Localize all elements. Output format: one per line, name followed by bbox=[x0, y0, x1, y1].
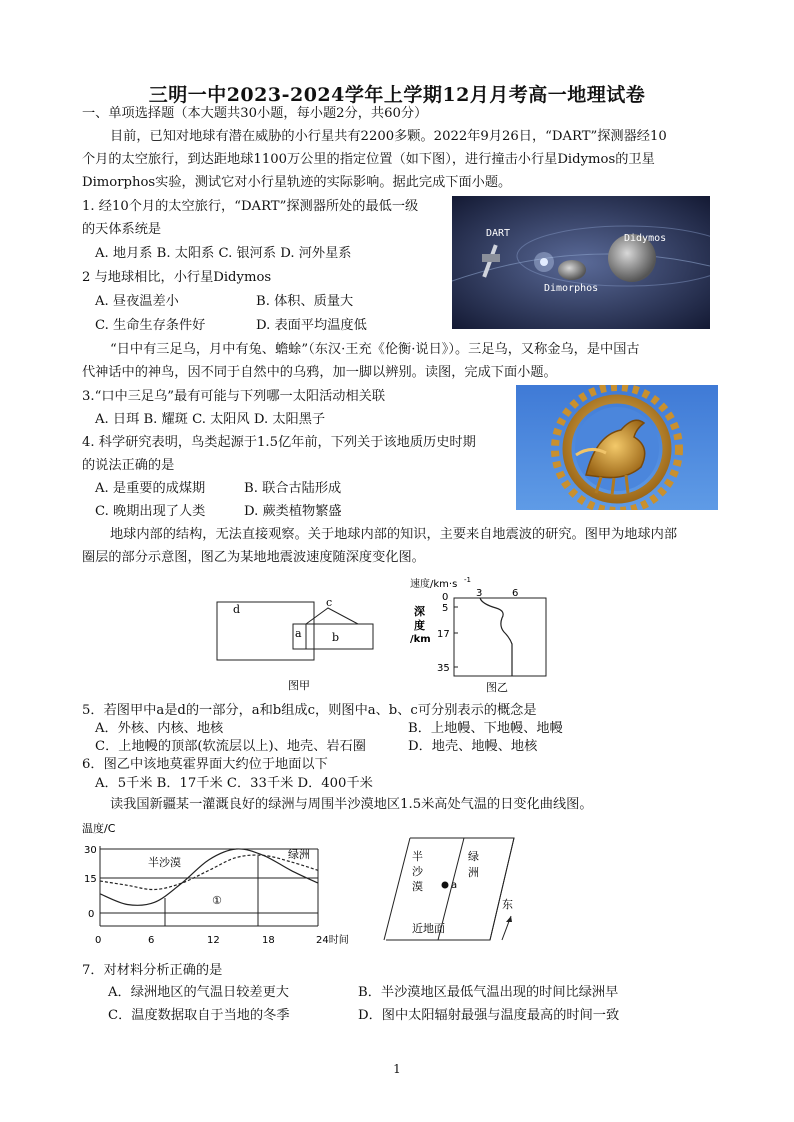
chart-mark-1: ① bbox=[212, 894, 222, 907]
fig-yi-y35: 35 bbox=[437, 663, 450, 674]
chart-ylabel: 温度/C bbox=[82, 822, 116, 835]
temperature-chart bbox=[82, 818, 364, 950]
chart-x12: 12 bbox=[207, 935, 220, 946]
intro1-line2: 个月的太空旅行，到达距地球1100万公里的指定位置（如下图），进行撞击小行星Didymos的卫星 bbox=[82, 152, 655, 167]
map-semi-char1: 半 bbox=[412, 850, 423, 863]
fig-jia-label-d: d bbox=[233, 603, 241, 616]
q4-option-c: C. 晚期出现了人类 bbox=[95, 504, 206, 519]
chart-x24: 24时间 bbox=[316, 935, 349, 946]
fig-jia-caption: 图甲 bbox=[288, 679, 310, 692]
q2-stem: 2 与地球相比，小行星Didymos bbox=[82, 270, 272, 285]
golden-bird-illustration bbox=[516, 385, 718, 510]
fig-yi-depth-char1: 深 bbox=[414, 605, 425, 618]
series-label-semi-desert: 半沙漠 bbox=[148, 856, 181, 869]
chart-y0: 0 bbox=[88, 909, 95, 920]
fig-yi-speed-unit-sup: -1 bbox=[464, 576, 471, 584]
fig-jia-label-c: c bbox=[326, 596, 333, 609]
q4-option-a: A. 是重要的成煤期 bbox=[95, 481, 206, 496]
three-legged-crow-image bbox=[516, 385, 718, 510]
dart-space-illustration bbox=[452, 196, 710, 329]
q5-stem: 5．若图甲中a是d的一部分，a和b组成c，则图中a、b、c可分别表示的概念是 bbox=[82, 703, 537, 718]
series-semi-desert-line bbox=[100, 849, 318, 905]
fig-jia-label-a: a bbox=[295, 627, 302, 640]
fig-yi-depth-unit: /km bbox=[410, 634, 431, 645]
chart-x18: 18 bbox=[262, 935, 275, 946]
map-oasis-char2: 洲 bbox=[468, 866, 479, 879]
q5-option-a: A．外核、内核、地核 bbox=[95, 721, 224, 736]
intro1-line3: Dimorphos实验，测试它对小行星轨迹的实际影响。据此完成下面小题。 bbox=[82, 175, 512, 190]
fig-yi-x6: 6 bbox=[512, 588, 519, 599]
q7-option-c: C．温度数据取自于当地的冬季 bbox=[108, 1008, 290, 1023]
q5-option-c: C．上地幔的顶部(软流层以上)、地壳、岩石圈 bbox=[95, 739, 366, 754]
fig-yi-y0: 0 bbox=[442, 592, 449, 603]
intro2-line1: “日中有三足乌，月中有兔、蟾蜍”（东汉·王充《伦衡·说日》）。三足乌，又称金乌，是中国古 bbox=[110, 342, 640, 357]
q1-options: A. 地月系 B. 太阳系 C. 银河系 D. 河外星系 bbox=[95, 246, 352, 261]
q1-stem-line1: 1. 经10个月的太空旅行，“DART”探测器所处的最低一级 bbox=[82, 199, 419, 214]
oasis-map-diagram bbox=[380, 830, 530, 945]
figure-jia-diagram bbox=[210, 595, 380, 695]
intro4: 读我国新疆某一灌溉良好的绿洲与周围半沙漠地区1.5米高处气温的日变化曲线图。 bbox=[110, 797, 593, 812]
didymos-label: Didymos bbox=[624, 233, 667, 244]
q4-option-b: B. 联合古陆形成 bbox=[244, 481, 342, 496]
fig-yi-x3: 3 bbox=[476, 588, 483, 599]
fig-yi-velocity-curve bbox=[480, 598, 512, 676]
chart-x6: 6 bbox=[148, 935, 155, 946]
dart-label: DART bbox=[486, 228, 511, 239]
q4-option-d: D. 蕨类植物繁盛 bbox=[244, 504, 342, 519]
chart-x0: 0 bbox=[95, 935, 102, 946]
fig-jia-label-b: b bbox=[332, 631, 340, 644]
fig-yi-y17: 17 bbox=[437, 629, 450, 640]
fig-yi-depth-char2: 度 bbox=[414, 619, 425, 632]
fig-yi-speed-label: 速度/km·s bbox=[410, 579, 458, 590]
q7-option-a: A．绿洲地区的气温日较差更大 bbox=[108, 985, 289, 1000]
q2-option-c: C. 生命生存条件好 bbox=[95, 318, 206, 333]
intro1-line1: 目前，已知对地球有潜在威胁的小行星共有2200多颗。2022年9月26日，“DART”探测器经10 bbox=[110, 129, 667, 144]
figure-yi-seismic-chart bbox=[408, 574, 558, 696]
q5-option-d: D．地壳、地幔、地核 bbox=[408, 739, 538, 754]
fig-yi-y5: 5 bbox=[442, 603, 449, 614]
q3-options: A. 日珥 B. 耀斑 C. 太阳风 D. 太阳黑子 bbox=[95, 412, 326, 427]
q7-option-d: D．图中太阳辐射最强与温度最高的时间一致 bbox=[358, 1008, 620, 1023]
fig-yi-caption: 图乙 bbox=[486, 681, 508, 694]
map-east-label: 东 bbox=[502, 898, 513, 911]
q7-option-b: B．半沙漠地区最低气温出现的时间比绿洲早 bbox=[358, 985, 619, 1000]
q1-stem-line2: 的天体系统是 bbox=[82, 222, 162, 237]
q6-stem: 6．图乙中该地莫霍界面大约位于地面以下 bbox=[82, 757, 328, 772]
q6-options: A．5千米 B．17千米 C．33千米 D．400千米 bbox=[95, 776, 373, 791]
intro3-line1: 地球内部的结构，无法直接观察。关于地球内部的知识，主要来自地震波的研究。图甲为地球内部 bbox=[110, 527, 678, 542]
intro3-line2: 圈层的部分示意图，图乙为某地地震波速度随深度变化图。 bbox=[82, 550, 425, 565]
map-ground-label: 近地面 bbox=[412, 922, 445, 935]
map-point-a bbox=[442, 882, 449, 889]
q4-stem-line2: 的说法正确的是 bbox=[82, 458, 175, 473]
series-label-oasis: 绿洲 bbox=[288, 848, 310, 861]
chart-y15: 15 bbox=[84, 874, 97, 885]
dart-space-image bbox=[452, 196, 710, 329]
section-heading: 一、单项选择题（本大题共30小题，每小题2分，共60分） bbox=[82, 106, 428, 121]
intro2-line2: 代神话中的神鸟，因不同于自然中的乌鸦，加一脚以辨别。读图，完成下面小题。 bbox=[82, 365, 557, 380]
map-semi-char3: 漠 bbox=[412, 880, 423, 893]
q2-option-d: D. 表面平均温度低 bbox=[256, 318, 367, 333]
q2-option-b: B. 体积、质量大 bbox=[256, 294, 354, 309]
q4-stem-line1: 4. 科学研究表明，鸟类起源于1.5亿年前，下列关于该地质历史时期 bbox=[82, 435, 476, 450]
chart-y30: 30 bbox=[84, 845, 97, 856]
q5-option-b: B．上地幔、下地幔、地幔 bbox=[408, 721, 563, 736]
map-semi-char2: 沙 bbox=[412, 865, 423, 878]
q7-stem: 7．对材料分析正确的是 bbox=[82, 963, 223, 978]
q2-option-a: A. 昼夜温差小 bbox=[95, 294, 179, 309]
dimorphos-label: Dimorphos bbox=[544, 283, 599, 294]
map-oasis-char1: 绿 bbox=[468, 850, 479, 863]
page-title: 三明一中2023-2024学年上学期12月月考高一地理试卷 bbox=[148, 84, 646, 106]
q3-stem: 3.“口中三足乌”最有可能与下列哪一太阳活动相关联 bbox=[82, 389, 386, 404]
page-number: 1 bbox=[393, 1062, 401, 1076]
map-label-a: a bbox=[451, 880, 458, 891]
